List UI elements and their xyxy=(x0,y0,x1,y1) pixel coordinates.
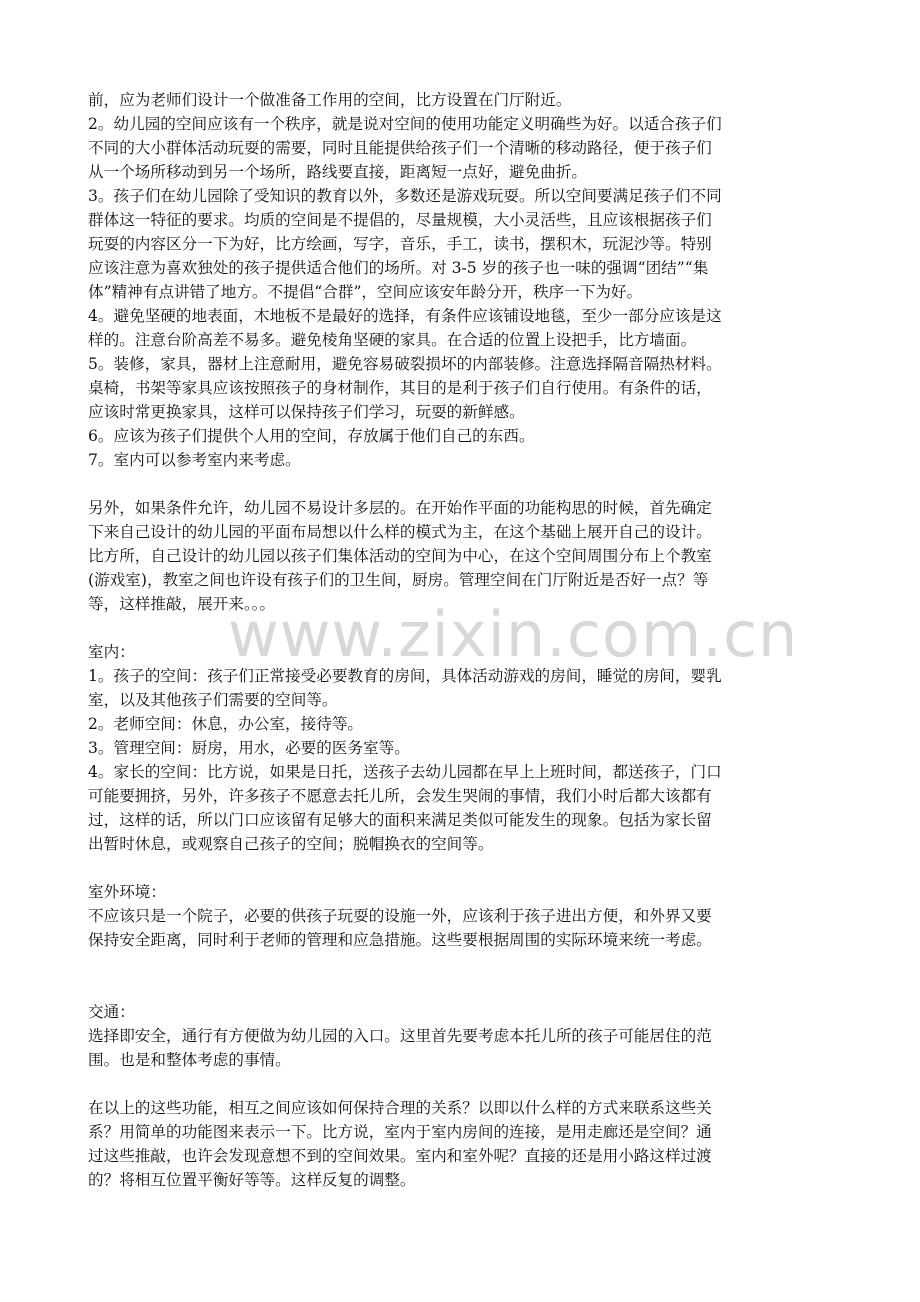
text-line: 不应该只是一个院子，必要的供孩子玩耍的设施一外，应该利于孩子进出方便，和外界又要 xyxy=(88,907,712,925)
paragraph xyxy=(88,88,848,112)
text-line: 样的。注意台阶高差不易多。避免棱角坚硬的家具。在合适的位置上设把手，比方墙面。 xyxy=(88,331,697,349)
paragraph xyxy=(88,736,848,760)
paragraph xyxy=(88,184,848,304)
blank-line xyxy=(88,856,848,880)
text-line: 1。孩子的空间：孩子们正常接受必要教育的房间，具体活动游戏的房间，睡觉的房间，婴乳 xyxy=(88,667,722,685)
text-line: 不同的大小群体活动玩耍的需要，同时且能提供给孩子们一个清晰的移动路径，便于孩子们 xyxy=(88,139,712,157)
text-line: 玩耍的内容区分一下为好，比方绘画，写字，音乐，手工，读书，摆积木，玩泥沙等。特别 xyxy=(88,235,712,253)
text-line: 桌椅，书架等家具应该按照孩子的身材制作，其目的是利于孩子们自行使用。有条件的话， xyxy=(88,379,712,397)
paragraph xyxy=(88,424,848,448)
text-line: 比方所，自己设计的幼儿园以孩子们集体活动的空间为中心，在这个空间周围分布上个教室 xyxy=(88,547,712,565)
paragraph xyxy=(88,352,848,424)
text-line: 下来自己设计的幼儿园的平面布局想以什么样的模式为主，在这个基础上展开自己的设计。 xyxy=(88,523,712,541)
text-line: 5。装修，家具，器材上注意耐用，避免容易破裂损坏的内部装修。注意选择隔音隔热材料。 xyxy=(88,355,722,373)
text-line: 2。老师空间：休息，办公室，接待等。 xyxy=(88,715,364,733)
blank-line xyxy=(88,952,848,976)
text-line: 群体这一特征的要求。均质的空间是不提倡的，尽量规模，大小灵活些，且应该根据孩子们 xyxy=(88,211,712,229)
blank-line xyxy=(88,976,848,1000)
watermark: www.zixin.com.cn xyxy=(228,598,799,671)
paragraph xyxy=(88,1000,848,1024)
paragraph xyxy=(88,640,848,664)
text-line: 选择即安全，通行有方便做为幼儿园的入口。这里首先要考虑本托儿所的孩子可能居住的范 xyxy=(88,1027,712,1045)
blank-line xyxy=(88,1072,848,1096)
paragraph xyxy=(88,760,848,856)
text-line: 室内： xyxy=(88,643,135,661)
text-line: 应该注意为喜欢独处的孩子提供适合他们的场所。对 3-5 岁的孩子也一味的强调“团结”“集 xyxy=(88,259,709,277)
text-line: 前，应为老师们设计一个做准备工作用的空间，比方设置在门厅附近。 xyxy=(88,91,572,109)
paragraph xyxy=(88,712,848,736)
text-line: 交通： xyxy=(88,1003,135,1021)
document-page xyxy=(88,88,848,1192)
paragraph xyxy=(88,904,848,952)
blank-line xyxy=(88,616,848,640)
text-line: 室外环境： xyxy=(88,883,166,901)
paragraph xyxy=(88,880,848,904)
text-line: 体”精神有点讲错了地方。不提倡“合群”，空间应该安年龄分开，秩序一下为好。 xyxy=(88,283,643,301)
text-line: 4。避免坚硬的地表面，木地板不是最好的选择，有条件应该铺设地毯，至少一部分应该是这 xyxy=(88,307,722,325)
text-line: (游戏室)，教室之间也许设有孩子们的卫生间，厨房。管理空间在门厅附近是否好一点？等 xyxy=(88,571,709,589)
text-line: 过，这样的话，所以门口应该留有足够大的面积来满足类似可能发生的现象。包括为家长留 xyxy=(88,811,712,829)
text-line: 在以上的这些功能，相互之间应该如何保持合理的关系？以即以什么样的方式来联系这些关 xyxy=(88,1099,712,1117)
paragraph xyxy=(88,496,848,616)
paragraph xyxy=(88,304,848,352)
paragraph xyxy=(88,448,848,472)
text-line: 2。幼儿园的空间应该有一个秩序，就是说对空间的使用功能定义明确些为好。以适合孩子们 xyxy=(88,115,722,133)
text-line: 可能要拥挤，另外，许多孩子不愿意去托儿所，会发生哭闹的事情，我们小时后都大该都有 xyxy=(88,787,712,805)
text-line: 的？将相互位置平衡好等等。这样反复的调整。 xyxy=(88,1171,416,1189)
paragraph xyxy=(88,664,848,712)
text-line: 6。应该为孩子们提供个人用的空间，存放属于他们自己的东西。 xyxy=(88,427,535,445)
text-line: 过这些推敲，也许会发现意想不到的空间效果。室内和室外呢？直接的还是用小路这样过渡 xyxy=(88,1147,712,1165)
text-line: 7。室内可以参考室内来考虑。 xyxy=(88,451,301,469)
text-line: 应该时常更换家具，这样可以保持孩子们学习，玩耍的新鲜感。 xyxy=(88,403,525,421)
text-line: 围。也是和整体考虑的事情。 xyxy=(88,1051,291,1069)
text-line: 出暂时休息，或观察自己孩子的空间；脱帽换衣的空间等。 xyxy=(88,835,494,853)
text-line: 系？用简单的功能图来表示一下。比方说，室内于室内房间的连接，是用走廊还是空间？通 xyxy=(88,1123,712,1141)
text-line: 3。孩子们在幼儿园除了受知识的教育以外，多数还是游戏玩耍。所以空间要满足孩子们不同 xyxy=(88,187,722,205)
paragraph xyxy=(88,112,848,184)
text-line: 另外，如果条件允许，幼儿园不易设计多层的。在开始作平面的功能构思的时候，首先确定 xyxy=(88,499,712,517)
blank-line xyxy=(88,472,848,496)
text-line: 4。家长的空间：比方说，如果是日托，送孩子去幼儿园都在早上上班时间，都送孩子，门口 xyxy=(88,763,722,781)
text-line: 室，以及其他孩子们需要的空间等。 xyxy=(88,691,338,709)
text-line: 等，这样推敲，展开来。。。 xyxy=(88,595,276,613)
paragraph xyxy=(88,1024,848,1072)
text-line: 从一个场所移动到另一个场所，路线要直接，距离短一点好，避免曲折。 xyxy=(88,163,588,181)
paragraph xyxy=(88,1096,848,1192)
text-line: 3。管理空间：厨房，用水，必要的医务室等。 xyxy=(88,739,410,757)
text-line: 保持安全距离，同时利于老师的管理和应急措施。这些要根据周围的实际环境来统一考虑。 xyxy=(88,931,712,949)
